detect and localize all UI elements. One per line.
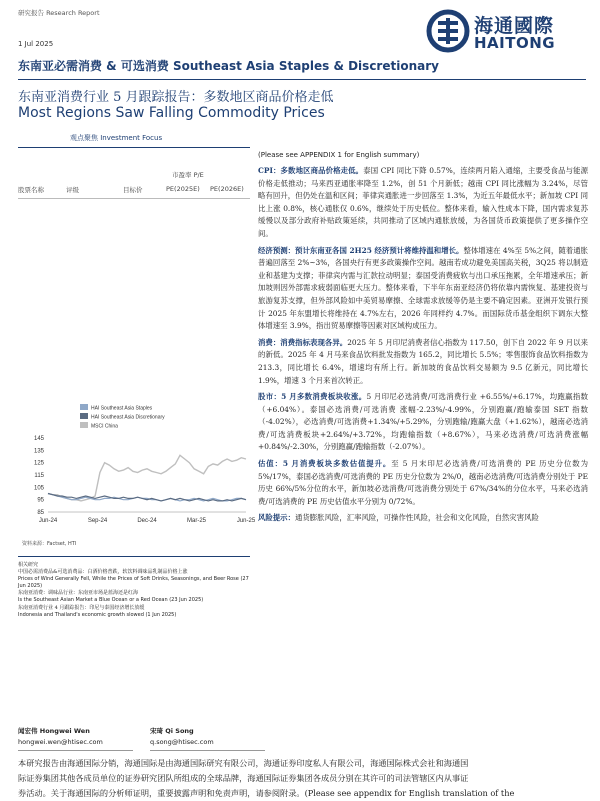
paragraph-heading: 估值：5 月消费板块多数估值提升。 — [258, 459, 392, 469]
legend-swatch — [80, 404, 88, 410]
paragraph-risk — [258, 512, 588, 525]
x-tick-label: Mar-25 — [186, 518, 207, 524]
related-item-en[interactable]: Prices of Wind Generally Fell, While the Prices of Soft Drinks, Seasonings, and Beer Rose (27 Jun 2025) — [18, 576, 249, 590]
legend-label: MSCI China — [91, 423, 118, 430]
col-pe-2026: PE(2026E) — [210, 185, 244, 193]
paragraph-text: 整体增速在 4%至 5%之间，随着通胀普遍回落至 2%~3%，各国央行有更多政策操作空间。越南若成功避免美国高关税，3Q25 将以制造业和基建为支撑；菲律宾内需与汇款拉动明显；泰国受消费疲软与出口承压拖累，全年增速承压；新加坡则因外部需求疲弱面临更大压力。整体来看，下半年东南亚经济仍将依靠内需恢复、基建投资与旅游复苏支撑，但外部风险如中美贸易摩擦、全球需求放缓等仍是主要不确定因素。亚洲开发银行预计 2025 年东盟增长将维持在 4.7%左右，2026 年同样约 4.7%。而国际货币基金组织下调东大整体增速至 3.9%，指出贸易摩擦等因素对区域构成压力。 — [258, 245, 588, 331]
related-reports — [18, 562, 250, 619]
index-performance-chart — [18, 400, 256, 530]
y-tick-label: 135 — [33, 448, 44, 455]
disclaimer — [18, 756, 590, 801]
paragraph-stock-market — [258, 391, 588, 454]
logo-text-cn: 海通國際 — [474, 15, 555, 37]
y-tick-label: 85 — [37, 510, 44, 516]
analyst-name: 宋琦 Qi Song — [150, 727, 194, 735]
disclaimer-line: 本研究报告由海通国际分销，海通国际是由海通国际研究有限公司，海通证券印度私人有限公司，海通国际株式会社和海通国 — [18, 758, 469, 768]
col-pe-2025: PE(2025E) — [166, 185, 200, 193]
paragraph-heading: 风险提示： — [258, 513, 295, 523]
paragraph-text: 通货膨胀风险，汇率风险，可操作性风险，社会和文化风险，自然灾害风险 — [294, 513, 539, 523]
y-tick-label: 105 — [33, 485, 44, 492]
report-body — [258, 165, 588, 529]
investment-focus-label: 观点聚焦 Investment Focus — [70, 134, 163, 142]
haitong-logo-icon — [426, 10, 470, 52]
related-heading: 相关研究 — [18, 562, 39, 568]
paragraph-text: 泰国 CPI 同比下降 0.57%，连续两月陷入通缩，主要受食品与能源价格走低推动；马来西亚通胀率降至 1.2%，创 51 个月新低；越南 CPI 同比涨幅为 3.24%，尽管略有回升，但仍处在温和区间；菲律宾通胀进一步回落至 1.3%，为近五年最低水平；新加坡 CPI 同比上涨 0.8%，核心通胀仅 0.6%，继续处于历史低位。整体来看，输入性成本下降，国内需求复苏缓慢以及部分政府补贴政策延续，共同推动了区域内通胀放缓，为各国货币政策提供了更多操作空间。 — [258, 166, 588, 238]
col-stock-name: 股票名称 — [18, 186, 44, 194]
related-divider — [18, 556, 250, 557]
report-type: 研究报告 Research Report — [18, 9, 100, 17]
y-tick-label: 95 — [37, 497, 44, 504]
paragraph-valuation — [258, 458, 588, 508]
series-line — [48, 455, 246, 501]
logo-text-en: HAITONG — [474, 34, 556, 52]
x-tick-label: Jun-24 — [38, 518, 58, 524]
header-divider — [18, 79, 586, 80]
col-rating: 评级 — [66, 186, 79, 194]
rating-table-divider — [18, 198, 250, 199]
summary-note: (Please see APPENDIX 1 for English summary) — [258, 151, 420, 159]
analyst-email[interactable]: hongwei.wen@htisec.com — [18, 738, 103, 746]
paragraph-heading: CPI：多数地区商品价格走低。 — [258, 166, 364, 175]
legend-label: HAI Southeast Asia Discretionary — [91, 414, 165, 421]
paragraph-text: 5 月印尼必选消费/可选消费行业 +6.55%/+6.17%，均跑赢指数（+6.04%）。泰国必选消费/可选消费 涨幅-2.23%/-4.99%，分别跑赢/跑输泰国 SET 指数（-4.02%），必选消费/可选消费+1.34%/+5.29%，分别跑输/跑赢大盘（+1.62%），越南必选消费/可选消费板块+2.64%/+3.72%，均跑输指数（+8.67%），马来必选消费/可选消费涨幅+0.84%/-2.30%，分别跑赢/跑输指数（-2.07%）。 — [258, 392, 588, 452]
paragraph-text: 至 5 月末印尼必选消费/可选消费的 PE 历史分位数为 5%/17%，泰国必选消费/可选消费的 PE 历史分位数为 2%/0，越南必选消费/可选消费分别处于 PE 历史 66%/5%分位的水平，新加坡必选消费/可选消费分别处于 67%/34%的分位水平，马来必选消费/可选消费的 PE 历史估值水平分别为 0/72%。 — [258, 459, 588, 506]
y-tick-label: 145 — [33, 436, 44, 442]
pe-header: 市盈率 P/E — [172, 171, 204, 179]
focus-divider — [18, 147, 250, 148]
related-item-cn[interactable]: 东南亚消费行业 4 月跟踪报告：印尼与泰国经济增长放缓 — [18, 604, 145, 611]
paragraph-cpi — [258, 165, 588, 241]
chart-source: 资料来源：Factset, HTI — [22, 541, 77, 547]
report-title-en: Most Regions Saw Falling Commodity Prices — [18, 105, 325, 121]
analysts — [18, 726, 598, 752]
y-tick-label: 125 — [33, 460, 44, 467]
paragraph-economy — [258, 245, 588, 333]
legend-label: HAI Southeast Asia Staples — [91, 405, 153, 412]
haitong-logo — [426, 8, 586, 54]
analyst-name: 闻宏伟 Hongwei Wen — [18, 727, 90, 735]
legend-swatch — [80, 413, 88, 419]
report-date: 1 Jul 2025 — [18, 40, 54, 48]
analyst-card — [150, 726, 214, 748]
related-item-en[interactable]: Is the Southeast Asian Market a Blue Ocean or a Red Ocean (23 Jun 2025) — [18, 597, 204, 604]
legend-swatch — [80, 422, 88, 428]
analyst-divider — [18, 750, 133, 751]
related-item-en[interactable]: Indonesia and Thailand's economic growth slowed (1 Jun 2025) — [18, 611, 177, 618]
related-item-cn[interactable]: 东南亚消费：调味品行业：东南亚市场是蓝海还是红海 — [18, 590, 139, 597]
col-target-price: 目标价 — [123, 186, 143, 194]
x-tick-label: Sep-24 — [87, 518, 108, 524]
related-item-cn[interactable]: 中国必需消费品&可选消费品：白酒价格普跌，软饮料调味品乳制品价格上涨 — [18, 569, 188, 576]
paragraph-consumption — [258, 337, 588, 387]
x-tick-label: Jun-25 — [236, 518, 256, 524]
analyst-email[interactable]: q.song@htisec.com — [150, 738, 214, 746]
disclaimer-line: 券活动。关于海通国际的分析师证明，重要披露声明和免责声明，请参阅附录。(Please see appendix for English translation of the — [18, 788, 515, 798]
paragraph-heading: 股市：5 月多数消费板块收涨。 — [258, 392, 367, 402]
analyst-divider — [150, 750, 265, 751]
y-tick-label: 115 — [34, 473, 44, 479]
paragraph-heading: 消费：消费指标表现各异。 — [258, 337, 348, 347]
disclaimer-line: 际证券集团其他各成员单位的证券研究团队所组成的全球品牌，海通国际证券集团各成员分别在其许可的司法管辖区内从事证 — [18, 773, 469, 783]
analyst-card — [18, 726, 103, 748]
report-title-cn: 东南亚消费行业 5 月跟踪报告：多数地区商品价格走低 — [18, 90, 334, 105]
sector-title: 东南亚必需消费 & 可选消费 Southeast Asia Staples & Discretionary — [18, 59, 439, 73]
paragraph-heading: 经济预测：预计东南亚各国 2H25 经济预计将维持温和增长。 — [258, 245, 464, 255]
x-tick-label: Dec-24 — [137, 518, 157, 524]
paragraph-text: 2025 年 5 月印尼消费者信心指数为 117.50，创下自 2022 年 9 月以来的新低。2025 年 4 月马来食品饮料批发指数为 165.2，同比增长 5.5%；零售服饰食品饮料指数为 213.3，同比增长 6.4%，增速均有所上行。新加坡的食品饮料交易额为 9.5 亿新元，同比增长 1.9%，增速 3 个月来首次转正。 — [258, 337, 588, 385]
